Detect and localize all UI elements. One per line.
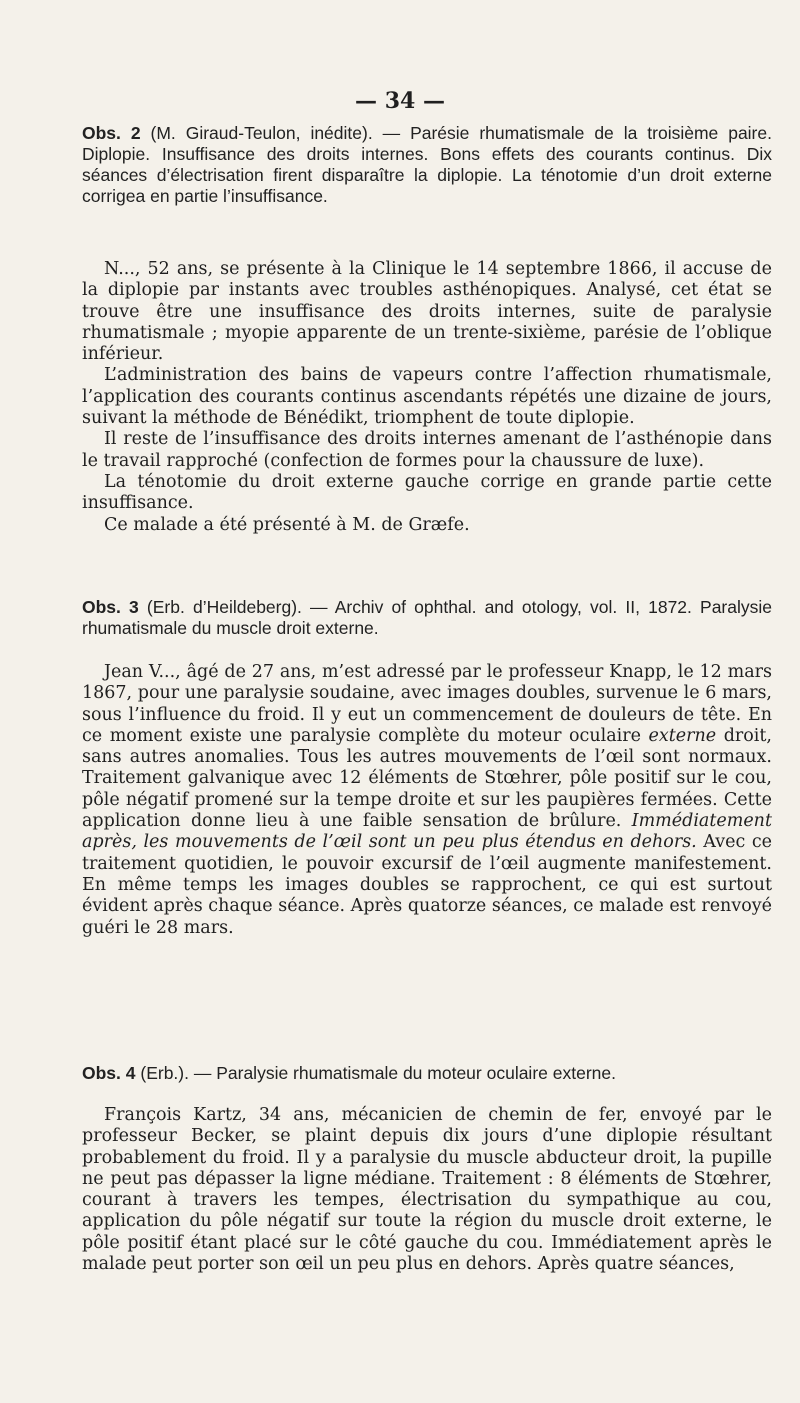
obs3-italic-1: externe <box>648 725 717 746</box>
obs2-body <box>82 259 772 536</box>
obs4-paragraph: François Kartz, 34 ans, mécanicien de chemin de fer, envoyé par le professeur Becker, se plaint depuis dix jours d’une diplopie résultant probablement du froid. Il y a paralysie du muscle abducteur droit, la pupille ne peut pas dépasser la ligne médiane. Traitement : 8 éléments de Stœhrer, courant à travers les tempes, électrisation du sympathique au cou, application du pôle négatif sur toute la région du muscle droit externe, le pôle positif étant placé sur le côté gauche du cou. Immédiatement après le malade peut porter son œil un peu plus en dehors. Après quatre séances, <box>82 1105 772 1275</box>
obs3-label: Obs. 3 <box>82 597 139 617</box>
obs2-paragraph-1: N..., 52 ans, se présente à la Clinique le 14 septembre 1866, il accuse de la diplopie par instants avec troubles asthénopiques. Analysé, cet état se trouve être une insuffisance des droits internes, suite de paralysie rhumatismale ; myopie apparente de un trente-sixième, parésie de l’oblique inférieur. <box>82 259 772 365</box>
obs3-text-1: Jean V..., âgé de 27 ans, m’est adressé par le professeur Knapp, le 12 mars 1867, pour une paralysie soudaine, avec images doubles, survenue le 6 mars, sous l’influence du froid. Il y eut un commencement de douleurs de tête. En ce moment existe une paralysie complète du moteur oculaire <box>82 662 772 746</box>
obs2-paragraph-4: La ténotomie du droit externe gauche corrige en grande partie cette insuffisance. <box>82 471 772 514</box>
obs3-heading <box>82 597 772 639</box>
obs2-heading <box>82 123 772 207</box>
obs2-paragraph-2: L’administration des bains de vapeurs contre l’affection rhumatismale, l’application des courants continus ascendants répétés une dizaine de jours, suivant la méthode de Bénédikt, triomphent de toute diplopie. <box>82 365 772 429</box>
obs4-heading-text: (Erb.). — Paralysie rhumatismale du moteur oculaire externe. <box>140 1063 616 1083</box>
obs3-italic-2: Immédiatement après, les mouvements de l’œil sont un peu plus étendus en dehors. <box>82 811 772 853</box>
obs3-text-3: Avec ce traitement quotidien, le pouvoir excursif de l’œil augmente manifestement. En même temps les images doubles se rapprochent, ce qui est surtout évident après chaque séance. Après quatorze séances, ce malade est renvoyé guéri le 28 mars. <box>82 832 772 938</box>
obs3-text-2: droit, sans autres anomalies. Tous les autres mouvements de l’œil sont normaux. Traitement galvanique avec 12 éléments de Stœhrer, pôle positif sur le cou, pôle négatif promené sur la tempe droite et sur les paupières fermées. Cette application donne lieu à une faible sensation de brûlure. <box>82 725 772 832</box>
obs3-paragraph <box>82 662 772 939</box>
obs2-heading-text: (M. Giraud-Teulon, inédite). — Parésie rhumatismale de la troisième paire. Diplopie. Insuffisance des droits internes. Bons effets des courants continus. Dix séances d’électrisation firent disparaître la diplopie. La ténotomie d’un droit externe corrigea en partie l’insuffisance. <box>82 123 772 206</box>
obs2-paragraph-3: Il reste de l’insuffisance des droits internes amenant de l’asthénopie dans le travail rapproché (confection de formes pour la chaussure de luxe). <box>82 429 772 471</box>
obs2-label: Obs. 2 <box>82 123 141 143</box>
obs4-label: Obs. 4 <box>82 1063 136 1083</box>
page-number: — 34 — <box>355 88 445 114</box>
obs4-heading <box>82 1063 772 1084</box>
obs2-paragraph-5: Ce malade a été présenté à M. de Græfe. <box>104 514 470 535</box>
obs3-heading-text: (Erb. d’Heildeberg). — Archiv of ophthal. and otology, vol. II, 1872. Paralysie rhumatismale du muscle droit externe. <box>82 597 772 638</box>
